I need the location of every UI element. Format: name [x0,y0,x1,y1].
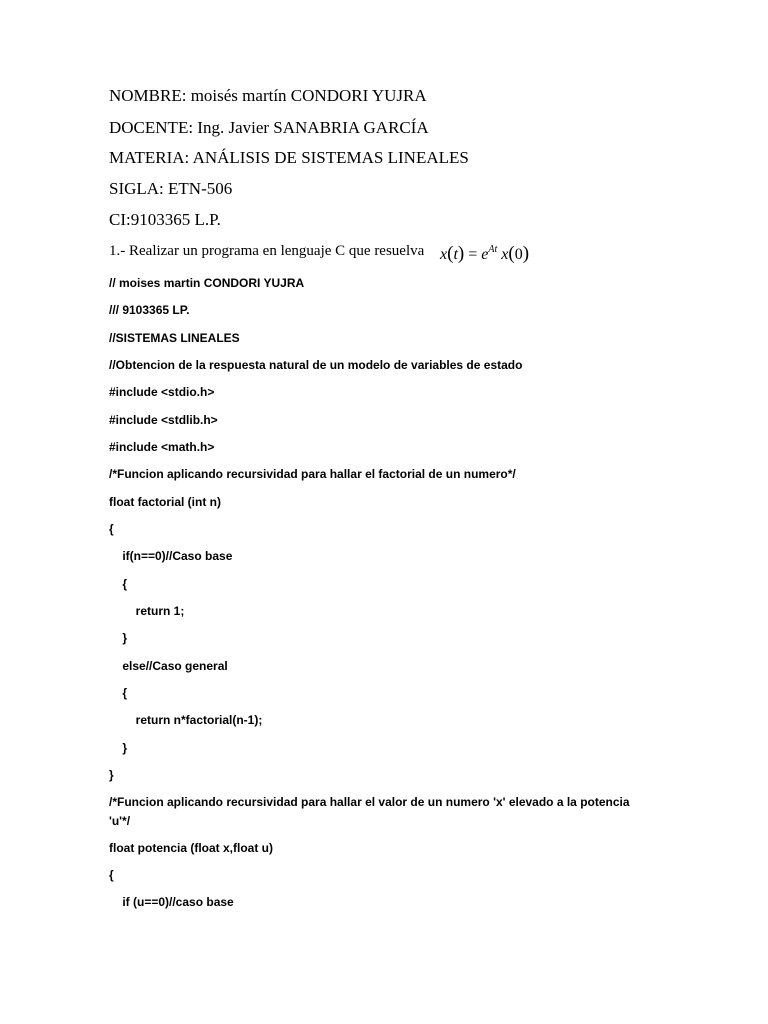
code-line: { [109,686,128,700]
code-line: #include <math.h> [109,440,215,454]
code-line: return n*factorial(n-1); [109,713,263,727]
code-line: if (u==0)//caso base [109,895,234,909]
code-line: } [109,631,128,645]
code-line: } [109,768,114,782]
question-text: 1.- Realizar un programa en lenguaje C que resuelva [109,243,425,259]
code-line: /// 9103365 LP. [109,303,190,317]
formula-x: x [440,246,448,263]
code-line: return 1; [109,604,185,618]
formula-e: e [481,246,489,263]
code-line: { [109,577,128,591]
code-line: float factorial (int n) [109,495,221,509]
code-line: #include <stdio.h> [109,385,215,399]
code-line: 'u'*/ [109,814,131,828]
teacher-name: DOCENTE: Ing. Javier SANABRIA GARCÍA [109,118,429,137]
code-line: /*Funcion aplicando recursividad para hallar el factorial de un numero*/ [109,467,516,481]
formula-t: t [453,246,458,263]
code-line: if(n==0)//Caso base [109,549,233,563]
course-code: SIGLA: ETN-506 [109,179,233,198]
formula-zero: 0 [514,246,523,263]
code-line: // moises martin CONDORI YUJRA [109,276,305,290]
formula-x0: x [501,246,509,263]
code-line: { [109,522,114,536]
code-line: //Obtencion de la respuesta natural de un modelo de variables de estado [109,358,523,372]
code-line: else//Caso general [109,659,228,673]
student-name: NOMBRE: moisés martín CONDORI YUJRA [109,86,427,105]
code-line: } [109,741,128,755]
code-line: #include <stdlib.h> [109,413,218,427]
code-line: { [109,868,114,882]
formula-equals: = [468,246,478,263]
formula-exponent: At [488,244,498,255]
student-id: CI:9103365 L.P. [109,210,221,229]
code-line: //SISTEMAS LINEALES [109,331,240,345]
state-equation: $x(t) = e^{At}$ x(0) [440,243,530,264]
course-name: MATERIA: ANÁLISIS DE SISTEMAS LINEALES [109,148,469,167]
code-line: /*Funcion aplicando recursividad para hallar el valor de un numero 'x' elevado a la potencia [109,795,630,809]
code-line: float potencia (float x,float u) [109,841,273,855]
